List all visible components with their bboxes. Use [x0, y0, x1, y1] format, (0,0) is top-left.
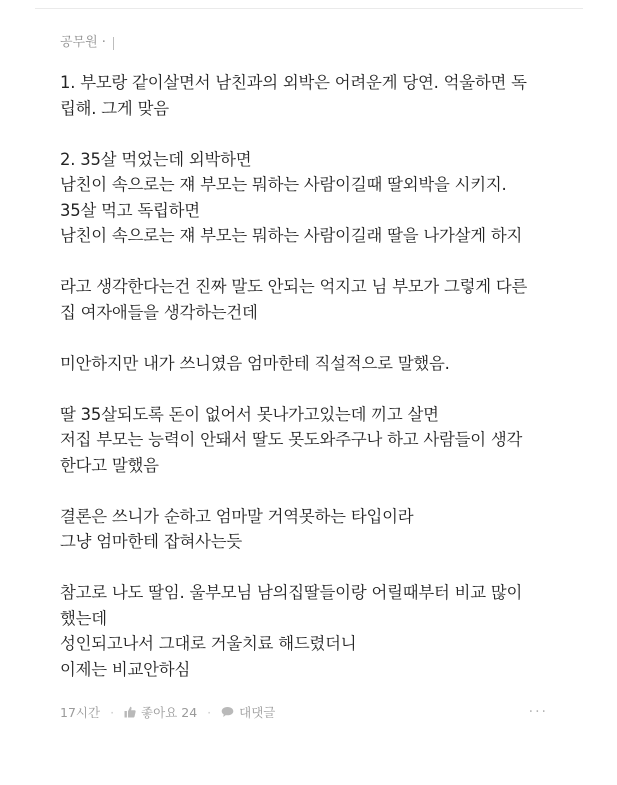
reply-label: 대댓글	[239, 705, 276, 720]
footer-separator: ·	[110, 704, 115, 720]
comment-text-line: 딸 35살되도록 돈이 없어서 못나가고있는데 끼고 살면	[60, 404, 439, 424]
comment-card	[60, 34, 560, 722]
author-separator: ·	[101, 35, 106, 50]
comment-text-line: 집 여자애들을 생각하는건데	[60, 302, 258, 322]
comment-text-line: 남친이 속으로는 쟤 부모는 뭐하는 사람이길래 딸을 나가살게 하지	[60, 226, 523, 245]
comment-text-line: 결론은 쓰니가 순하고 엄마말 거역못하는 타입이라	[60, 506, 414, 526]
comment-text-line: 라고 생각한다는건 진짜 말도 안되는 억지고 님 부모가 그렇게 다른	[60, 277, 528, 296]
comment-author-row	[60, 34, 560, 52]
reply-button[interactable]	[221, 703, 275, 721]
comment-paragraph	[60, 274, 560, 325]
comment-body	[60, 70, 560, 682]
comment-text-line: 2. 35살 먹었는데 외박하면	[60, 149, 252, 169]
text-cursor	[113, 37, 114, 50]
comment-text-line: 남친이 속으로는 쟤 부모는 뭐하는 사람이길때 딸외박을 시키지.	[60, 175, 507, 194]
more-dots-icon[interactable]: ···	[528, 704, 548, 720]
comment-paragraph	[60, 504, 560, 555]
comment-text-line: 했는데	[60, 608, 107, 628]
speech-bubble-icon	[221, 706, 234, 718]
comment-paragraph	[60, 351, 560, 377]
comment-text-line: 1. 부모랑 같이살면서 남친과의 외박은 어려운게 당연. 억울하면 독	[60, 73, 527, 92]
comment-text-line: 립해. 그게 맞음	[60, 98, 169, 118]
comment-time: 17시간	[60, 705, 101, 720]
comment-footer	[60, 702, 560, 722]
comment-text-line: 참고로 나도 딸임. 울부모님 남의집딸들이랑 어릴때부터 비교 많이	[60, 583, 523, 602]
comment-text-line: 저집 부모는 능력이 안돼서 딸도 못도와주구나 하고 사람들이 생각	[60, 430, 523, 449]
comment-text-line: 그냥 엄마한테 잡혀사는듯	[60, 532, 242, 551]
comment-paragraph	[60, 402, 560, 479]
thumbs-up-icon	[124, 706, 136, 718]
comment-text-line: 한다고 말했음	[60, 455, 159, 475]
like-button[interactable]	[124, 703, 197, 721]
comment-paragraph	[60, 580, 560, 682]
like-count: 좋아요 24	[141, 705, 198, 720]
footer-separator: ·	[207, 704, 212, 720]
comment-text-line: 이제는 비교안하심	[60, 659, 191, 679]
author-name[interactable]: 공무원	[60, 35, 98, 50]
comment-text-line: 성인되고나서 그대로 거울치료 해드렸더니	[60, 634, 357, 653]
comment-paragraph	[60, 70, 560, 121]
top-divider	[35, 8, 583, 9]
comment-paragraph	[60, 147, 560, 249]
comment-text-line: 미안하지만 내가 쓰니였음 엄마한테 직설적으로 말했음.	[60, 353, 450, 373]
comment-text-line: 35살 먹고 독립하면	[60, 200, 200, 220]
